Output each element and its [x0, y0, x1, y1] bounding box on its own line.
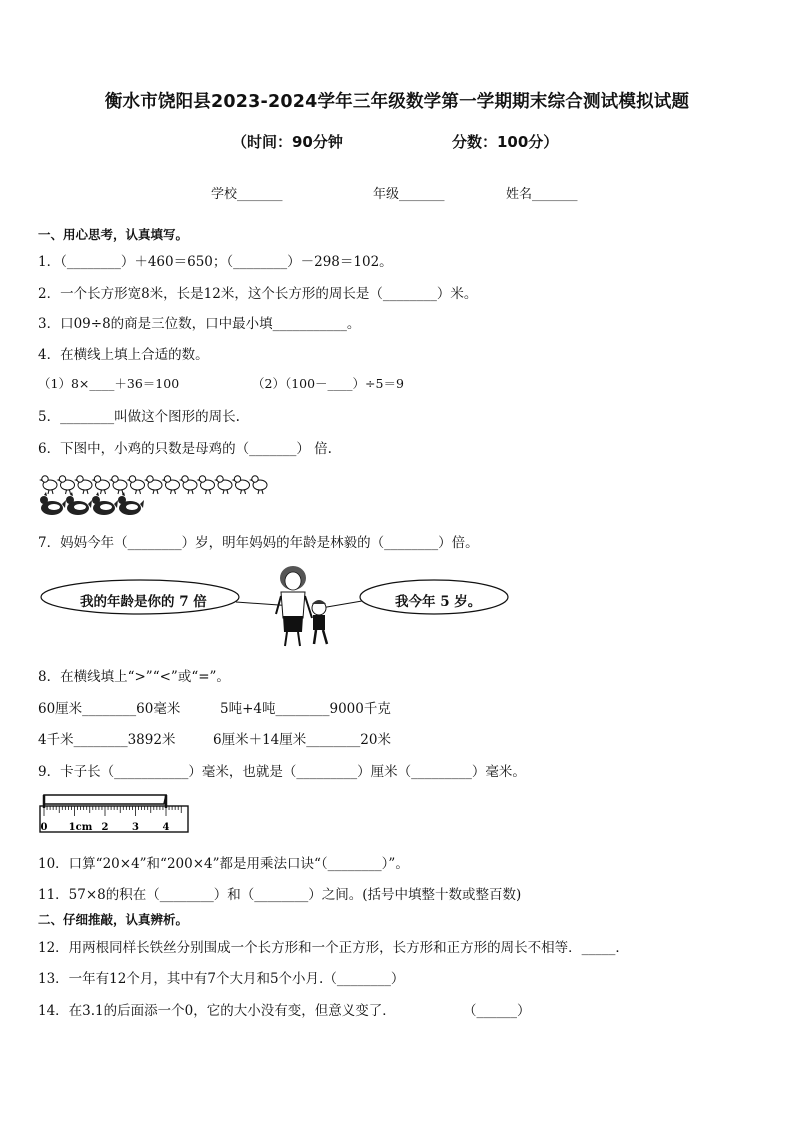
question-8-item-4: 6厘米＋14厘米________20米 — [213, 732, 391, 748]
ruler-label: 3 — [132, 822, 139, 833]
question-4-part-1: （1）8×____＋36＝100 — [38, 376, 180, 391]
chick-icon — [144, 476, 162, 494]
question-3: 3．口09÷8的商是三位数，口中最小填___________。 — [38, 316, 361, 332]
chick-icon — [39, 476, 57, 494]
question-8-item-3: 4千米________3892米 — [38, 732, 176, 748]
question-9: 9．卡子长（___________）毫米，也就是（_________）厘米（_________）毫米。 — [38, 764, 526, 780]
hen-icon — [92, 492, 118, 515]
son-figure — [312, 600, 327, 644]
exam-score: 分数：100分） — [452, 133, 559, 151]
ruler-picture — [38, 788, 193, 836]
question-11: 11．57×8的积在（________）和（________）之间。(括号中填整十数或整百数) — [38, 887, 522, 903]
chick-icon — [179, 476, 197, 494]
chick-row — [39, 476, 267, 494]
chick-icon — [232, 476, 250, 494]
speech-bubble-left-text: 我的年龄是你的 7 倍 — [80, 594, 207, 610]
ruler-label: 0 — [40, 822, 48, 833]
question-6: 6．下图中，小鸡的只数是母鸡的（_______） 倍. — [38, 441, 332, 457]
chick-icon — [57, 476, 75, 494]
chick-icon — [74, 476, 92, 494]
ruler-label: 4 — [162, 822, 170, 833]
question-2: 2．一个长方形宽8米，长是12米，这个长方形的周长是（________）米。 — [38, 286, 478, 302]
grade-field[interactable]: 年级_______ — [373, 187, 445, 202]
question-13: 13．一年有12个月，其中有7个大月和5个小月.（________） — [38, 971, 405, 987]
hen-icon — [66, 492, 92, 515]
question-14-blank[interactable]: （______） — [463, 1003, 531, 1019]
clip — [44, 795, 166, 804]
ruler-label: 2 — [101, 822, 109, 833]
bubble-tail-right — [321, 601, 362, 608]
question-14: 14．在3.1的后面添一个0，它的大小没有变，但意义变了． — [38, 1003, 396, 1019]
exam-time: （时间：90分钟 — [232, 133, 343, 151]
question-5: 5．________叫做这个图形的周长. — [38, 409, 240, 425]
hen-row — [40, 492, 144, 515]
question-8-item-1: 60厘米________60毫米 — [38, 701, 181, 717]
chick-icon — [109, 476, 127, 494]
question-4: 4．在横线上填上合适的数。 — [38, 347, 209, 363]
question-10: 10．口算“20×4”和“200×4”都是用乘法口诀“（________）”。 — [38, 856, 409, 872]
hen-icon — [118, 492, 144, 515]
question-8: 8．在横线填上“>”“<”或“=”。 — [38, 669, 230, 685]
chick-icon — [197, 476, 215, 494]
hen-icon — [40, 492, 66, 515]
page-title: 衡水市饶阳县2023-2024学年三年级数学第一学期期末综合测试模拟试题 — [104, 92, 690, 112]
chicks-and-hens-picture — [38, 472, 268, 520]
question-12: 12．用两根同样长铁丝分别围成一个长方形和一个正方形，长方形和正方形的周长不相等．_____． — [38, 940, 629, 956]
chick-icon — [127, 476, 145, 494]
school-field[interactable]: 学校_______ — [211, 187, 283, 202]
chick-icon — [162, 476, 180, 494]
question-4-part-2: （2）（100－____）÷5＝9 — [252, 376, 404, 391]
chick-icon — [92, 476, 110, 494]
ruler-label: 1cm — [68, 822, 93, 833]
question-1: 1．（________）＋460＝650；（________）－298＝102。 — [38, 254, 393, 270]
section-1-heading: 一、用心思考，认真填写。 — [38, 227, 189, 242]
section-2-heading: 二、仔细推敲，认真辨析。 — [38, 912, 189, 927]
question-8-item-2: 5吨+4吨________9000千克 — [220, 701, 391, 717]
speech-bubble-right-text: 我今年 5 岁。 — [395, 594, 482, 610]
chick-icon — [214, 476, 232, 494]
mother-figure — [276, 566, 312, 646]
name-field[interactable]: 姓名_______ — [506, 187, 578, 202]
chick-icon — [249, 476, 267, 494]
question-7: 7．妈妈今年（________）岁，明年妈妈的年龄是林毅的（________）倍。 — [38, 535, 479, 551]
